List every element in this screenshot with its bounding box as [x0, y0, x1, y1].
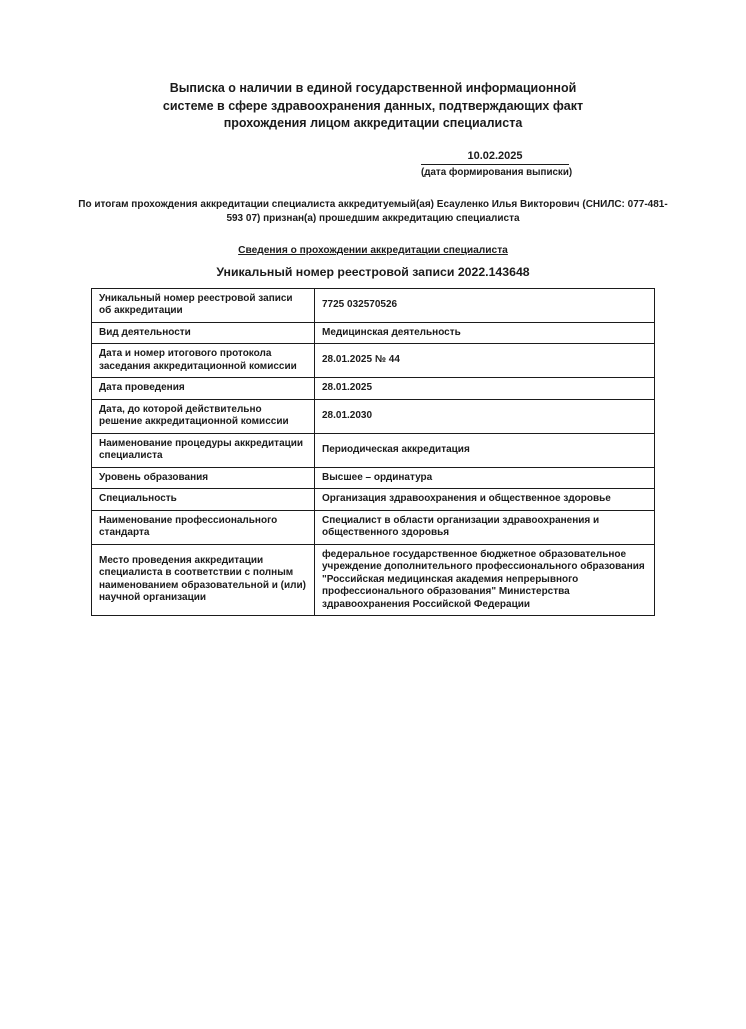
row-value: Медицинская деятельность	[315, 322, 655, 344]
table-row	[92, 322, 655, 344]
table-row	[92, 344, 655, 378]
row-label: Наименование процедуры аккредитации специалиста	[92, 433, 315, 467]
table-row	[92, 288, 655, 322]
row-label: Место проведения аккредитации специалиста в соответствии с полным наименованием образовательной и (или) научной организации	[92, 544, 315, 616]
issue-date: 10.02.2025	[421, 150, 569, 165]
row-value: 28.01.2030	[315, 399, 655, 433]
row-value: Специалист в области организации здравоохранения и общественного здоровья	[315, 510, 655, 544]
row-value: 7725 032570526	[315, 288, 655, 322]
section-heading: Сведения о прохождении аккредитации специалиста	[238, 244, 508, 256]
row-value: Высшее – ординатура	[315, 467, 655, 489]
row-value: Организация здравоохранения и общественное здоровье	[315, 489, 655, 511]
table-row	[92, 433, 655, 467]
issue-date-caption: (дата формирования выписки)	[421, 166, 573, 178]
row-label: Дата проведения	[92, 378, 315, 400]
table-row	[92, 544, 655, 616]
row-value: 28.01.2025	[315, 378, 655, 400]
document-title	[0, 0, 746, 133]
row-label: Уровень образования	[92, 467, 315, 489]
intro-line: По итогам прохождения аккредитации специалиста аккредитуемый(ая) Есауленко Илья Викторович (СНИЛС: 077-481-	[78, 198, 668, 210]
row-label: Наименование профессионального стандарта	[92, 510, 315, 544]
accreditation-table	[91, 288, 655, 617]
intro-line: 593 07) признан(а) прошедшим аккредитацию специалиста	[226, 212, 520, 224]
table-row	[92, 399, 655, 433]
row-label: Дата и номер итогового протокола заседания аккредитационной комиссии	[92, 344, 315, 378]
table-row	[92, 467, 655, 489]
issue-date-block	[421, 149, 573, 178]
row-value: 28.01.2025 № 44	[315, 344, 655, 378]
row-value: федеральное государственное бюджетное образовательное учреждение дополнительного профессионального образования "Российская медицинская академия непрерывного профессионального образования" Министерства здравоохранения Российской Федерации	[315, 544, 655, 616]
table-row	[92, 510, 655, 544]
table-row	[92, 378, 655, 400]
row-label: Дата, до которой действительно решение аккредитационной комиссии	[92, 399, 315, 433]
row-label: Вид деятельности	[92, 322, 315, 344]
title-line: системе в сфере здравоохранения данных, подтверждающих факт	[162, 98, 584, 113]
title-line: Выписка о наличии в единой государственной информационной	[169, 81, 577, 95]
row-label: Уникальный номер реестровой записи об аккредитации	[92, 288, 315, 322]
registry-number-heading: Уникальный номер реестровой записи 2022.143648	[216, 264, 530, 279]
intro-paragraph	[0, 198, 746, 226]
row-value: Периодическая аккредитация	[315, 433, 655, 467]
row-label: Специальность	[92, 489, 315, 511]
title-line: прохождения лицом аккредитации специалиста	[223, 116, 523, 130]
table-row	[92, 489, 655, 511]
